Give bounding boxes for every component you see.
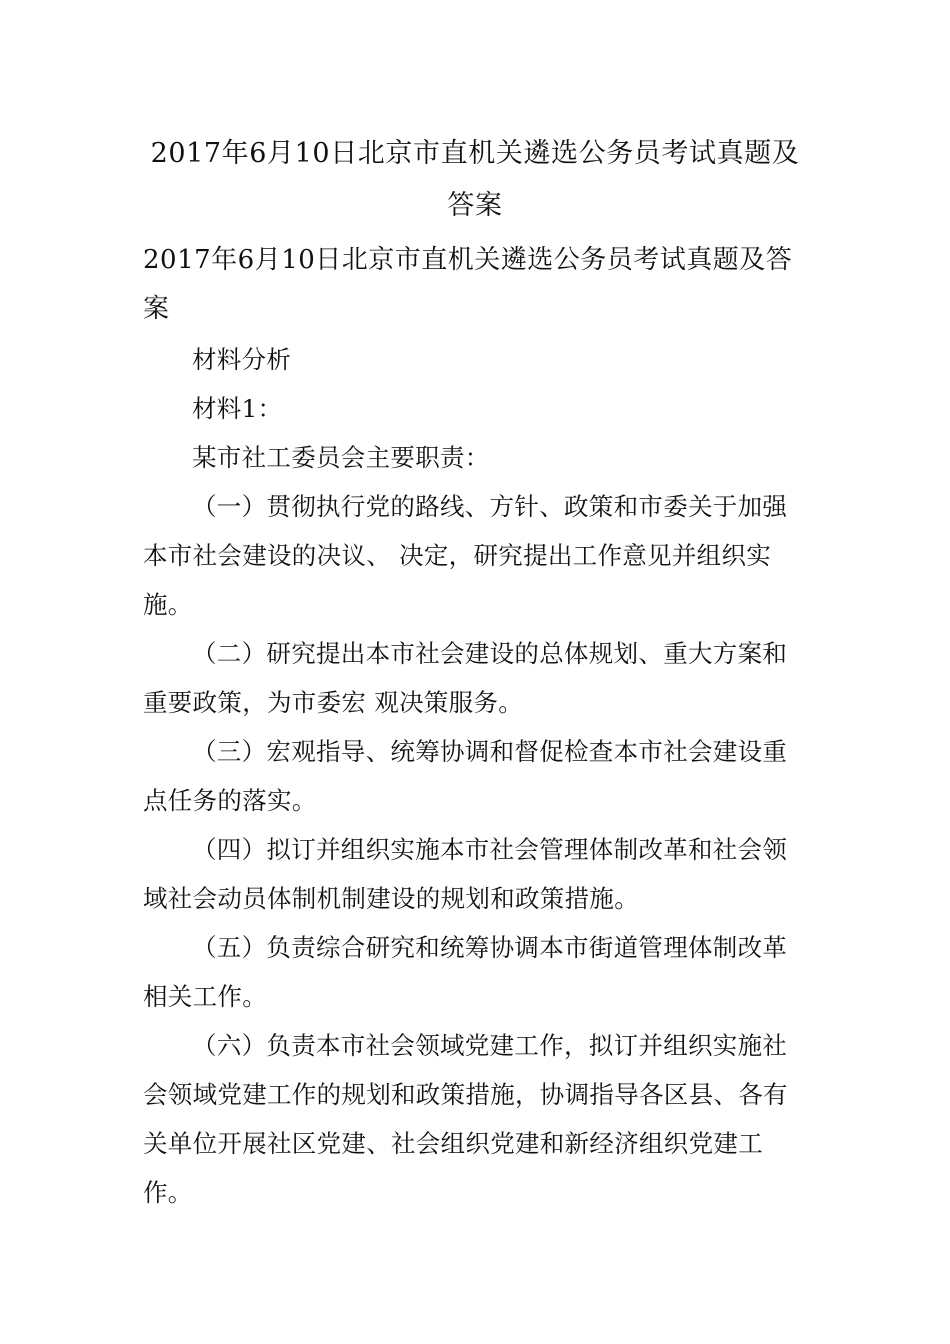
document-body bbox=[143, 236, 807, 1217]
duty-paragraph-6: （六）负责本市社会领域党建工作，拟订并组织实施社会领域党建工作的规划和政策措施，协调指导各区县、各有关单位开展社区党建、社会组织党建和新经济组织党建工作。 bbox=[143, 1031, 788, 1207]
duty-paragraph-5: （五）负责综合研究和统筹协调本市街道管理体制改革相关工作。 bbox=[143, 933, 788, 1011]
document-title: 2017年6月10日北京市直机关遴选公务员考试真题及答案 bbox=[150, 138, 800, 221]
duty-paragraph-3: （三）宏观指导、统筹协调和督促检查本市社会建设重点任务的落实。 bbox=[143, 737, 788, 815]
duty-paragraph-1: （一）贯彻执行党的路线、方针、政策和市委关于加强本市社会建设的决议、 决定，研究提出工作意见并组织实施。 bbox=[143, 492, 788, 619]
document-subtitle: 2017年6月10日北京市直机关遴选公务员考试真题及答案 bbox=[143, 245, 793, 324]
section-heading: 材料分析 bbox=[192, 345, 292, 374]
duty-paragraph-4: （四）拟订并组织实施本市社会管理体制改革和社会领域社会动员体制机制建设的规划和政策措施。 bbox=[143, 835, 788, 913]
material-intro: 某市社工委员会主要职责： bbox=[192, 443, 490, 472]
duty-paragraph-2: （二）研究提出本市社会建设的总体规划、重大方案和重要政策，为市委宏 观决策服务。 bbox=[143, 639, 788, 717]
material-label: 材料1： bbox=[192, 394, 283, 423]
